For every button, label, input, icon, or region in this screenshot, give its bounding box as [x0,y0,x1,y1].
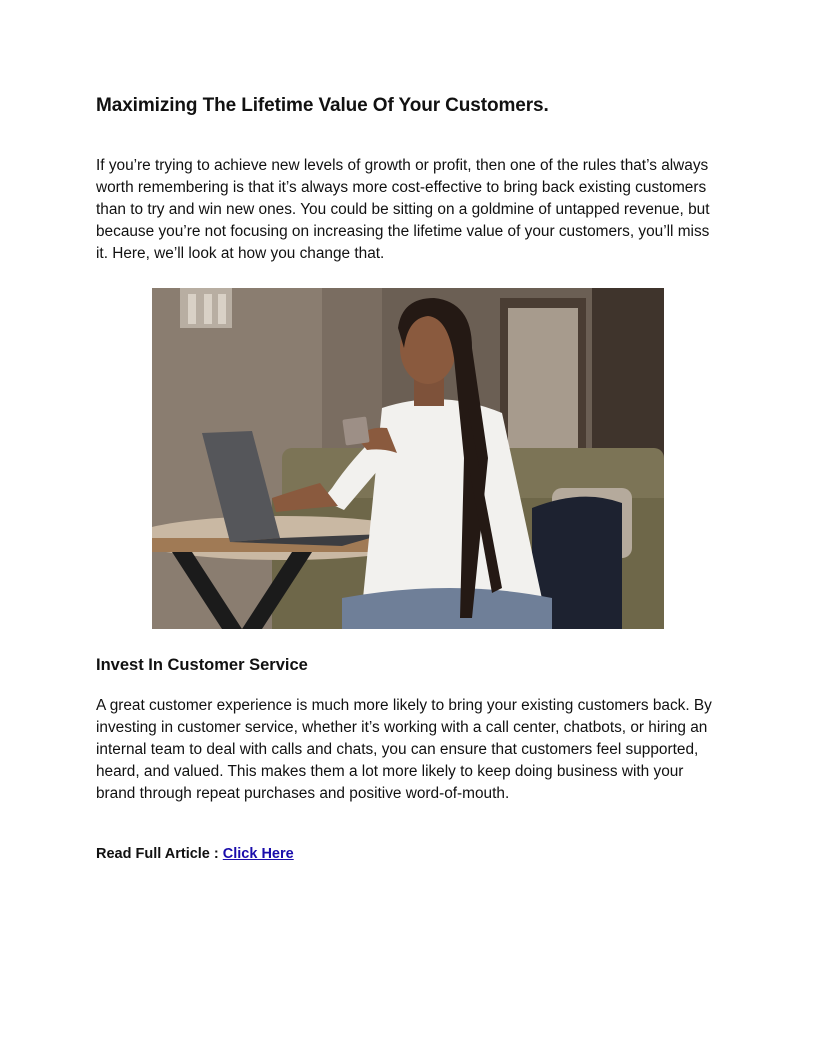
article-photo [152,288,664,629]
section-heading: Invest In Customer Service [96,656,308,674]
read-more-label: Read Full Article : [96,846,223,862]
read-more-line [96,846,294,862]
article-title: Maximizing The Lifetime Value Of Your Customers. [96,95,549,116]
intro-paragraph: If you’re trying to achieve new levels of growth or profit, then one of the rules that’s always worth remembering is that it’s always more cost-effective to bring back existing customers than to try and win new ones. You could be sitting on a goldmine of untapped revenue, but because you’re not focusing on increasing the lifetime value of your customers, you’ll miss it. Here, we’ll look at how you change that. [96,157,710,262]
click-here-link[interactable]: Click Here [222,846,294,862]
section-paragraph: A great customer experience is much more likely to bring your existing customers back. By investing in customer service, whether it’s working with a call center, chatbots, or hiring an internal team to deal with calls and chats, you can ensure that customers feel supported, heard, and valued. This makes them a lot more likely to keep doing business with your brand through repeat purchases and positive word-of-mouth. [96,697,712,802]
